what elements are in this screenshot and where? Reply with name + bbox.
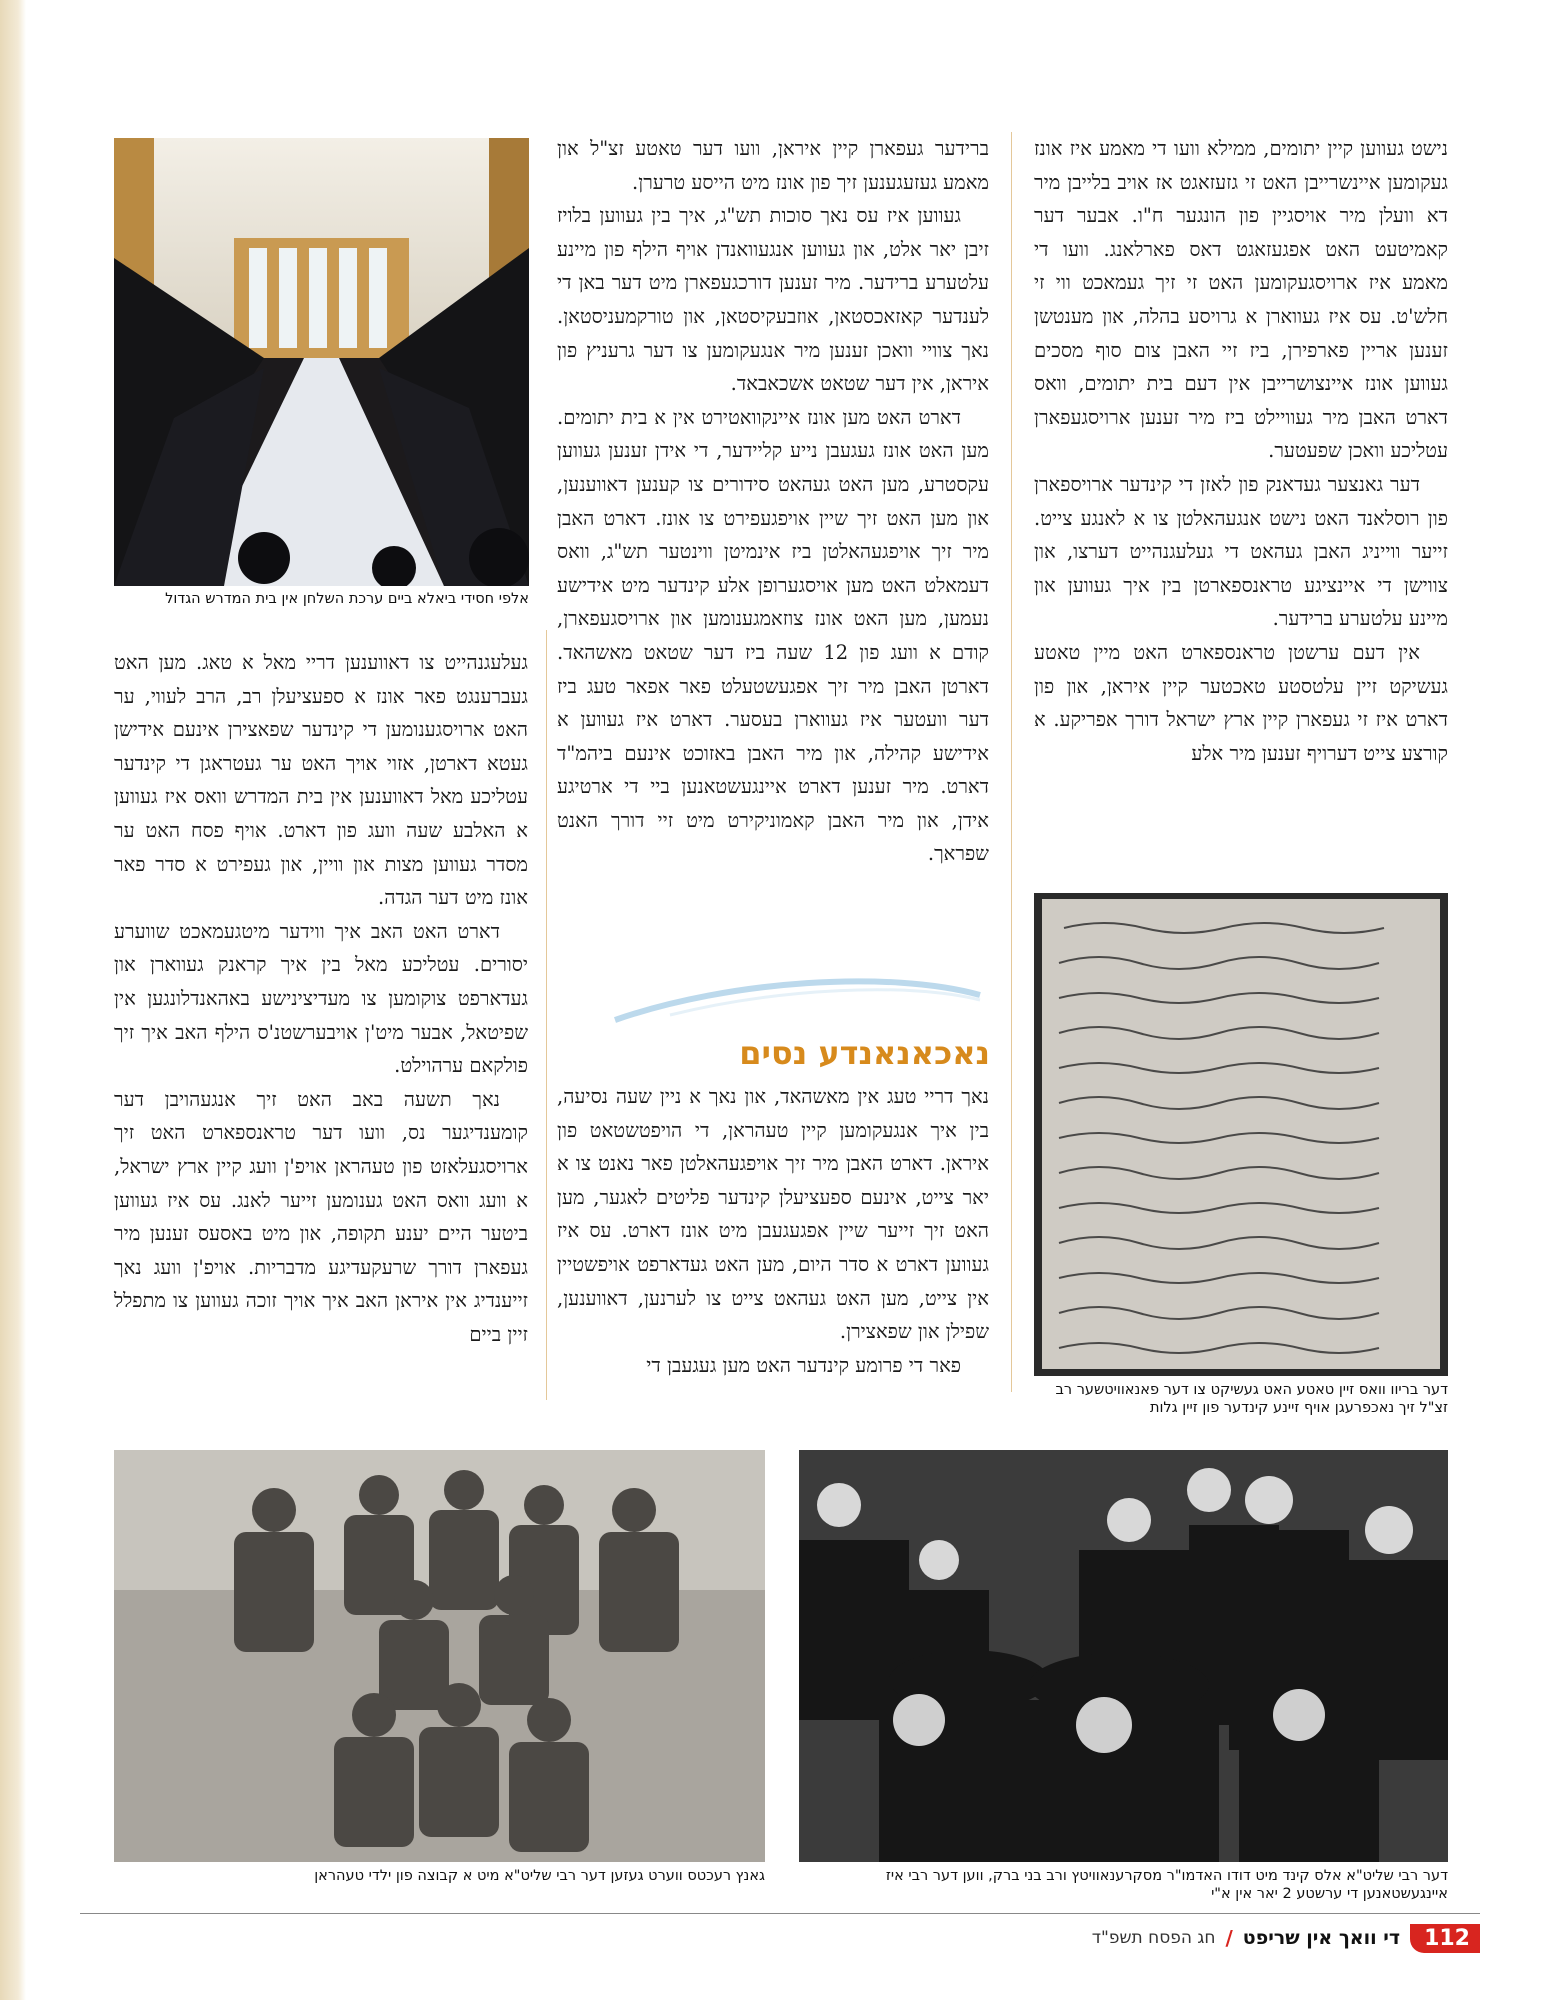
paragraph: דארט האט האב איך ווידער מיטגעמאכט שווערע יסורים. עטליכע מאל בין איך קראנק געווארן און געדארפט צוקומען צו מעדיצינישע באהאנדלונגען אין שפיטאל, אבער מיט'ן אויבערשטנ'ס הילף האב איך זיך פולקאם ערהוילט. — [114, 919, 528, 1078]
page-number: 112 — [1410, 1924, 1480, 1953]
article-column-left — [114, 646, 528, 1351]
paragraph: נאך תשעה באב האט זיך אנגעהויבן דער קומענדיגער נס, וועו דער טראנספארט האט זיך ארויסגעלאזט פון טעהראן אויפ'ן וועג קיין ארץ ישראל, א וועג וואס האט גענומען זייער לאנג. עס איז געווען ביטער היים יענע תקופה, און מיט באסעס זענען מיר געפארן דורך שרעקעדיגע מדבריות. אויפ'ן וועג נאך זייענדיג אין איראן האב איך אויך זוכה געווען צו מתפלל זיין ביים — [114, 1087, 528, 1346]
article-column-middle-continued — [557, 1080, 989, 1382]
paragraph: געלעגנהייט צו דאווענען דריי מאל א טאג. מען האט געברענגט פאר אונז א ספעציעלן רב, הרב לעווי, ער האט ארויסגענומען די קינדער שפאצירן אינעם אידישן געטא דארטן, אזוי אויך האט ער געטראגן די קינדער עטליכע מאל דאווענען אין בית המדרש וואס איז געווען א האלבע שעה וועג פון דארט. אויף פסח האט ער מסדר געווען מצות און וויין, און געפירט א סדר פאר אונז מיט דער הגדה. — [114, 651, 528, 910]
caption-group-right: דער רבי שליט"א אלס קינד מיט דודו האדמו"ר מסקרענאוויטץ ורב בני ברק, ווען דער רבי איז איינגעשטאנען די ערשטע 2 יאר אין א"י — [885, 1868, 1448, 1902]
paragraph: נאך דריי טעג אין מאשהאד, און נאך א ניין שעה נסיעה, בין איך אנגעקומען קיין טעהראן, די הויפטשטאט פון איראן. דארט האבן מיר זיך אויפגעהאלטן פאר נאנט צו א יאר צייט, אינעם ספעציעלן קינדער פליטים לאגער, מען האט זיך זייער שיין אפגעגעבן מיט אונז דארט. עס איז געווען דארט א סדר היום, מען האט געדארפט אויפשטיין אין צייט, מען האט געהאט צייט צו לערנען, דאווענען, שפילן און שפאצירן. — [557, 1085, 989, 1344]
photo-group-left-art — [114, 1450, 765, 1862]
photo-group-left — [114, 1450, 765, 1862]
article-column-right — [1034, 132, 1448, 770]
subhead: נאכאנאנדע נסים — [739, 1034, 990, 1072]
paragraph: דער גאנצער געדאנק פון לאזן די קינדער ארויספארן פון רוסלאנד האט נישט אנגעהאלטן צו א לאנגע צייט. זייער ווייניג האבן געהאט די געלעגנהייט דערצו, און צווישן די איינציגע טראנספארטן בין איך געווען און מיינע עלטערע ברידער. — [1034, 472, 1448, 631]
page-footer — [900, 1918, 1480, 1958]
caption-letter: דער בריוו וואס זיין טאטע האט געשיקט צו דער פאנאוויטשער רב זצ"ל זיך נאכפרעגן אויף זיינע קינדער פון זיין גלות — [1055, 1382, 1448, 1416]
paragraph: ברידער געפארן קיין איראן, וועו דער טאטע זצ"ל און מאמע געזעגענען זיך פון אונז מיט הייסע טרערן. — [557, 137, 989, 194]
article-column-middle — [557, 132, 989, 871]
paragraph: דארט האט מען אונז איינקוואטירט אין א בית יתומים. מען האט אונז געגעבן נייע קליידער, די אידן זענען געווען עקסטרע, מען האט געהאט סידורים צו קענען דאווענען, און מען האט זיך שיין אויפגעפירט צו אונז. דארט האבן מיר זיך אויפגעהאלטן ביז אינמיטן ווינטער תש"ג, וואס דעמאלט האט מען אויסגערופן אלע קינדער מיט אידישע נעמען, מען האט אונז צוזאמגענומען און ארויסגעפארן, קודם א וועג פון 12 שעה ביז דער שטאט מאשהאד. דארטן האבן מיר זיך אפגעשטעלט פאר אפאר טעג ביז דער וועטער איז געווארן בעסער. דארט איז געווען א אידישע קהילה, און מיר האבן באזוכט אינעם ביהמ"ד דארט. מיר זענען דארט איינגעשטאנען ביי די ארטיגע אידן, און מיר האבן קאמוניקירט מיט זיי דורך האנט שפראך. — [557, 405, 989, 866]
subhead-swoosh — [610, 970, 990, 1030]
page-edge-band — [0, 0, 26, 2000]
photo-group-right-art — [799, 1450, 1448, 1862]
column-divider — [1011, 132, 1012, 1392]
photo-assembly-art — [114, 138, 529, 586]
magazine-title: די וואך אין שריפט — [1242, 1927, 1401, 1949]
column-divider — [546, 630, 547, 1400]
photo-assembly — [114, 138, 529, 586]
caption-group-left: גאנץ רעכטס ווערט געזען דער רבי שליט"א מיט א קבוצה פון ילדי טעהראן — [314, 1868, 765, 1884]
photo-letter — [1034, 893, 1448, 1376]
issue-name: חג הפסח תשפ"ד — [1091, 1928, 1216, 1948]
photo-letter-art — [1034, 893, 1448, 1376]
paragraph: געווען איז עס נאך סוכות תש"ג, איך בין געווען בלויז זיבן יאר אלט, און געווען אנגעוואנדן אויף הילף פון מיינע עלטערע ברידער. מיר זענען דורכגעפארן מיט דער באן די לענדער קאזאכסטאן, אוזבעקיסטאן, און טורקמעניסטאן. נאך צוויי וואכן זענען מיר אנגעקומען צו דער גרעניץ פון איראן, אין דער שטאט אשכאבאד. — [557, 204, 989, 396]
paragraph: פאר די פרומע קינדער האט מען געגעבן די — [646, 1353, 961, 1377]
footer-separator: / — [1225, 1926, 1233, 1950]
paragraph: אין דעם ערשטן טראנספארט האט מיין טאטע געשיקט זיין עלטסטע טאכטער קיין איראן, און פון דארט איז זי געפארן קיין ארץ ישראל דורך אפריקע. א קורצע צייט דערויף זענען מיר אלע — [1034, 640, 1448, 765]
photo-group-right — [799, 1450, 1448, 1862]
caption-assembly: אלפי חסידי ביאלא ביים ערכת השלחן אין בית המדרש הגדול — [165, 591, 529, 607]
footer-rule — [80, 1913, 1480, 1914]
paragraph: נישט געווען קיין יתומים, ממילא וועו די מאמע איז אונז געקומען איינשרייבן האט זי גזעזאגט אז אויב בלייבן מיר דא וועלן מיר אויסגיין פון הונגער ח"ו. אבער דער קאמיטעט האט אפגעזאגט דאס פארלאנג. וועו די מאמע איז ארויסגעקומען האט זי זיך געמאכט ווי זי חלש'ט. עס איז געווארן א גרויסע בהלה, און מענטשן זענען אריין פארפירן, ביז זיי האבן צום סוף מסכים געווען אונז איינצושרייבן אין דעם בית יתומים, וואס דארט האבן מיר געוויילט ביז מיר זענען ארויסגעפארן עטליכע וואכן שפעטער. — [1034, 137, 1448, 463]
